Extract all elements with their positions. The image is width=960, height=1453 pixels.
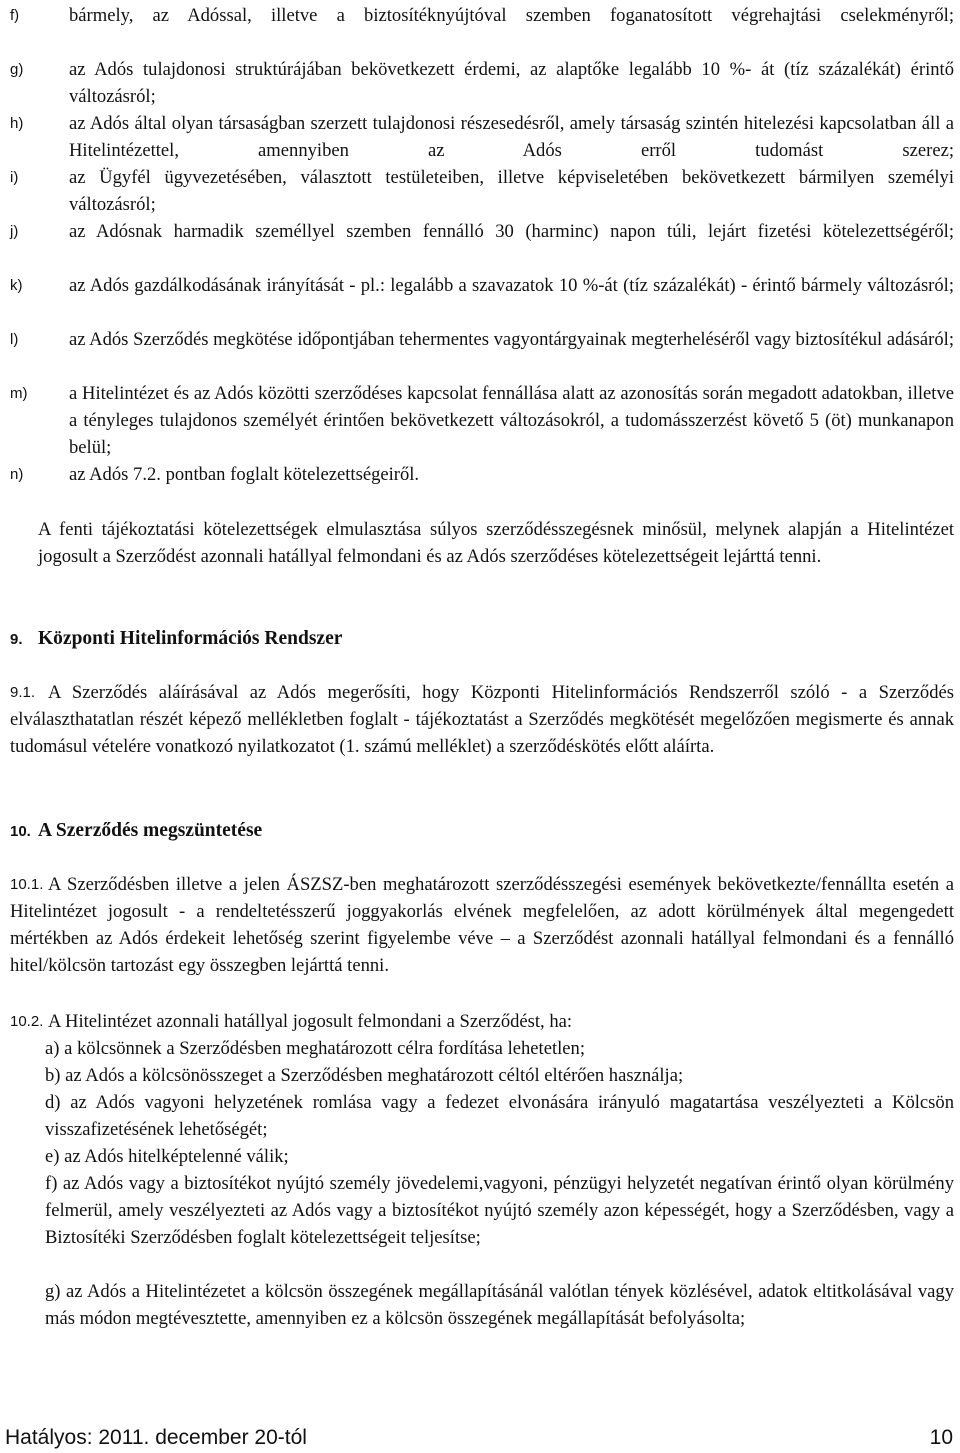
- effective-date: Hatályos: 2011. december 20-tól: [5, 1426, 307, 1449]
- paragraph-number: 10.2.: [10, 1013, 44, 1030]
- list-item-text: bármely, az Adóssal, illetve a biztosítéknyújtóval szemben foganatosított végrehajtási cselekményről;: [69, 5, 954, 26]
- closing-paragraph: A fenti tájékoztatási kötelezettségek elmulasztása súlyos szerződésszegésnek minősül, melynek alapján a Hitelintézet jogosult a Szerződést azonnali hatállyal felmondani és az Adós szerződéses kötelezettségeit lejárttá tenni.: [38, 519, 954, 567]
- paragraph-text: A Szerződésben illetve a jelen ÁSZSZ-ben meghatározott szerződésszegési események bekövetkezte/fennállta esetén a Hitelintézet jogosult - a rendeltetésszerű joggyakorlás elvének megfelelően, az adott körülmények által megengedett mértékben az Adós érdekeit lehetőség szerint figyelembe véve – a Szerződést azonnali hatállyal felmondani és a fennálló hitel/kölcsön tartozást egy összegben lejárttá tenni.: [10, 874, 954, 976]
- list-item: [10, 2, 954, 56]
- section-heading: [10, 625, 910, 654]
- paragraph-text: A Hitelintézet azonnali hatállyal jogosult felmondani a Szerződést, ha:: [48, 1011, 573, 1032]
- paragraph-number: 10.1.: [10, 876, 44, 893]
- list-item-label: k): [10, 277, 23, 294]
- paragraph-number: 9.1.: [10, 684, 36, 701]
- list-item-text: az Adós által olyan társaságban szerzett tulajdonosi részesedésről, amely társaság szintén hitelezési kapcsolatban áll a Hitelintézettel, amennyiben az Adós erről tudomást szerez;: [69, 113, 954, 161]
- list-item-text: az Adós Szerződés megkötése időpontjában tehermentes vagyontárgyainak megterheléséről vagy biztosítékul adásáról;: [69, 329, 954, 350]
- sub-item: e) az Adós hitelképtelenné válik;: [45, 1146, 289, 1167]
- section-number: 10.: [10, 823, 31, 840]
- numbered-paragraph: [10, 1008, 954, 1035]
- sub-item: f) az Adós vagy a biztosítékot nyújtó személy jövedelemi,vagyoni, pénzügyi helyzetét negatívan érintő olyan körülmény felmerül, amely veszélyezteti az Adós vagy a biztosítékot nyújtó személy azon képességét, hogy a Szerződésben, vagy a Biztosítéki Szerződésben foglalt kötelezettségeit teljesítse;: [45, 1173, 954, 1248]
- list-item-text: az Adós tulajdonosi struktúrájában bekövetkezett érdemi, az alaptőke legalább 10 %- át (tíz százalékát) érintő változásról;: [69, 59, 954, 107]
- list-item-label: g): [10, 61, 24, 78]
- list-item-text: a Hitelintézet és az Adós közötti szerződéses kapcsolat fennállása alatt az azonosítás során megadott adatokban, illetve a tényleges tulajdonos személyét érintően bekövetkezett változásokról, a tudomásszerzést követő 5 (öt) munkanapon belül;: [69, 383, 954, 458]
- sub-item: d) az Adós vagyoni helyzetének romlása vagy a fedezet elvonására irányuló magatartása veszélyezteti a Kölcsön visszafizetésének lehetőségét;: [45, 1092, 954, 1140]
- section-number: 9.: [10, 631, 23, 648]
- list-item-text: az Adósnak harmadik személlyel szemben fennálló 30 (harminc) napon túli, lejárt fizetési kötelezettségéről;: [69, 221, 954, 242]
- list-item-label: f): [10, 7, 20, 24]
- list-item-label: m): [10, 385, 28, 402]
- section-title: A Szerződés megszüntetése: [38, 820, 263, 841]
- numbered-paragraph: [10, 871, 954, 979]
- list-item-label: h): [10, 115, 24, 132]
- page-number: 10: [929, 1426, 953, 1449]
- list-item-label: i): [10, 169, 19, 186]
- sub-item: b) az Adós a kölcsönösszeget a Szerződésben meghatározott céltól eltérően használja;: [45, 1065, 684, 1086]
- list-item-label: l): [10, 331, 19, 348]
- list-item: [10, 218, 954, 272]
- list-item: [10, 461, 954, 488]
- section-title: Központi Hitelinformációs Rendszer: [38, 628, 343, 649]
- list-item-text: az Ügyfél ügyvezetésében, választott testületeiben, illetve képviseletében bekövetkezett bármilyen személyi változásról;: [69, 167, 954, 215]
- paragraph-text: A Szerződés aláírásával az Adós megerősíti, hogy Központi Hitelinformációs Rendszerről szóló - a Szerződés elválaszthatatlan részét képező mellékletben foglalt - tájékoztatást a Szerződés megkötését megelőzően megismerte és annak tudomásul vételére vonatkozó nyilatkozatot (1. számú melléklet) a szerződéskötés előtt aláírta.: [10, 682, 954, 757]
- list-item-label: j): [10, 223, 19, 240]
- list-item: [10, 326, 954, 380]
- section-heading: [10, 817, 910, 846]
- list-item: [10, 272, 954, 326]
- list-item-text: az Adós 7.2. pontban foglalt kötelezettségeiről.: [69, 464, 420, 485]
- sub-item: g) az Adós a Hitelintézetet a kölcsön összegének megállapításánál valótlan tények közlésével, adatok eltitkolásával vagy más módon megtévesztette, amennyiben ez a kölcsön összegének megállapítását befolyásolta;: [45, 1281, 954, 1329]
- list-item-label: n): [10, 466, 24, 483]
- numbered-paragraph: [10, 679, 954, 760]
- list-item-text: az Adós gazdálkodásának irányítását - pl.: legalább a szavazatok 10 %-át (tíz százalékát) - érintő bármely változásról;: [69, 275, 954, 296]
- sub-item: a) a kölcsönnek a Szerződésben meghatározott célra fordítása lehetetlen;: [45, 1038, 585, 1059]
